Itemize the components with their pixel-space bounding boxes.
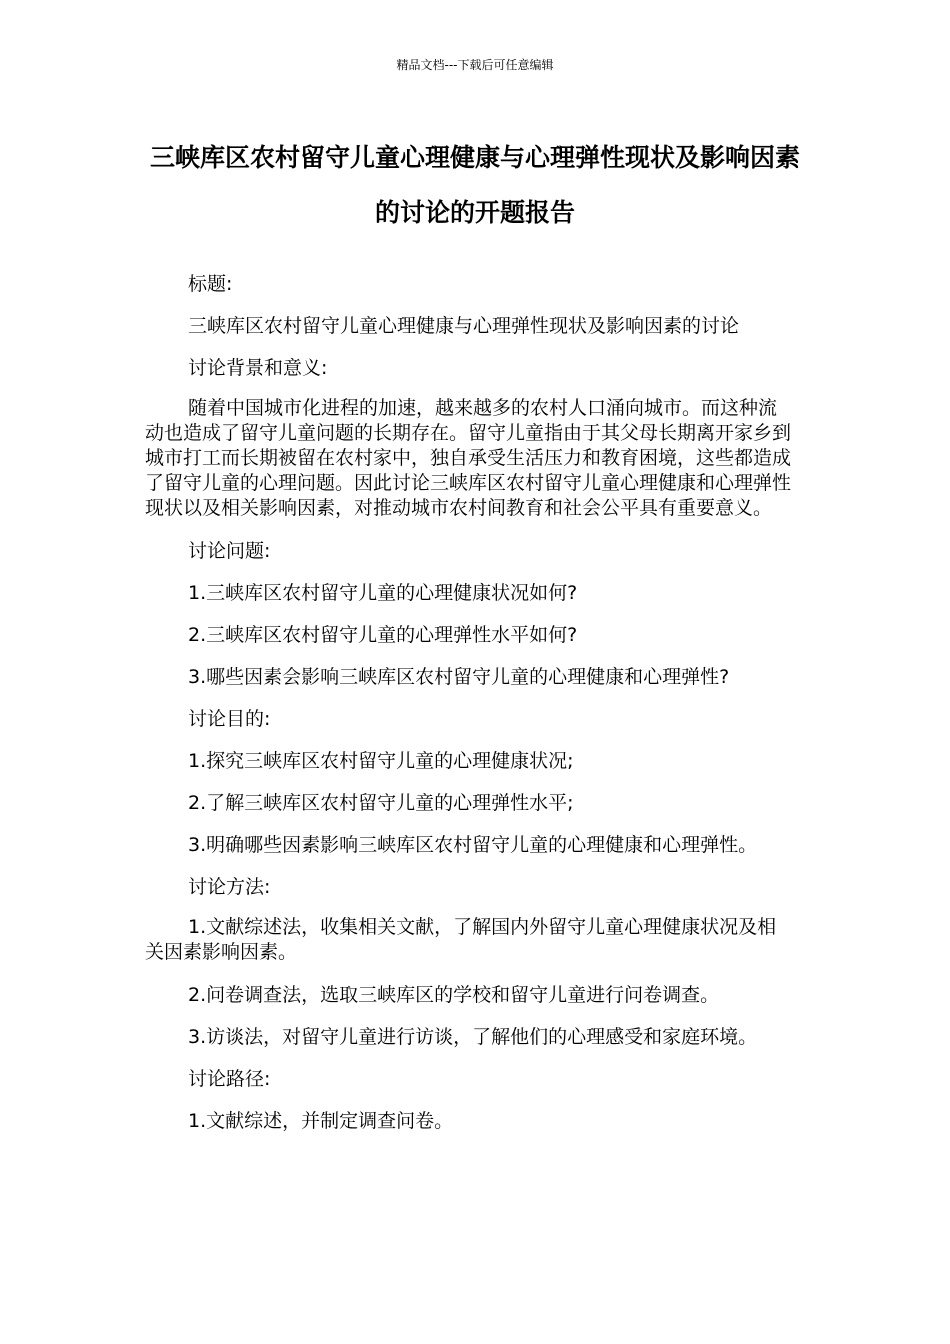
title-text: 三峡库区农村留守儿童心理健康与心理弹性现状及影响因素的讨论 (188, 315, 740, 337)
question-item: 1.三峡库区农村留守儿童的心理健康状况如何? (188, 582, 578, 604)
method-item: 1.文献综述法，收集相关文献，了解国内外留守儿童心理健康状况及相关因素影响因素。 (145, 916, 777, 963)
header-note: 精品文档---下载后可任意编辑 (396, 58, 554, 72)
objective-item: 1.探究三峡库区农村留守儿童的心理健康状况; (188, 750, 574, 772)
label-path: 讨论路径: (188, 1068, 271, 1090)
question-item: 3.哪些因素会影响三峡库区农村留守儿童的心理健康和心理弹性? (188, 666, 730, 688)
label-methods: 讨论方法: (188, 876, 271, 898)
objective-item: 3.明确哪些因素影响三峡库区农村留守儿童的心理健康和心理弹性。 (188, 834, 758, 856)
label-objectives: 讨论目的: (188, 708, 271, 730)
document-body (145, 270, 795, 1149)
method-item: 3.访谈法，对留守儿童进行访谈，了解他们的心理感受和家庭环境。 (188, 1026, 758, 1048)
path-item: 1.文献综述，并制定调查问卷。 (188, 1110, 454, 1132)
background-paragraph: 随着中国城市化进程的加速，越来越多的农村人口涌向城市。而这种流动也造成了留守儿童问题的长期存在。留守儿童指由于其父母长期离开家乡到城市打工而长期被留在农村家中，独自承受生活压力和教育困境，这些都造成了留守儿童的心理问题。因此讨论三峡库区农村留守儿童心理健康和心理弹性现状以及相关影响因素，对推动城市农村间教育和社会公平具有重要意义。 (145, 397, 792, 519)
question-item: 2.三峡库区农村留守儿童的心理弹性水平如何? (188, 624, 578, 646)
label-questions: 讨论问题: (188, 540, 271, 562)
method-item: 2.问卷调查法，选取三峡库区的学校和留守儿童进行问卷调查。 (188, 984, 720, 1006)
label-title: 标题: (188, 273, 233, 295)
objective-item: 2.了解三峡库区农村留守儿童的心理弹性水平; (188, 792, 574, 814)
document-title: 三峡库区农村留守儿童心理健康与心理弹性现状及影响因素的讨论的开题报告 (149, 143, 800, 227)
label-background: 讨论背景和意义: (188, 357, 328, 379)
